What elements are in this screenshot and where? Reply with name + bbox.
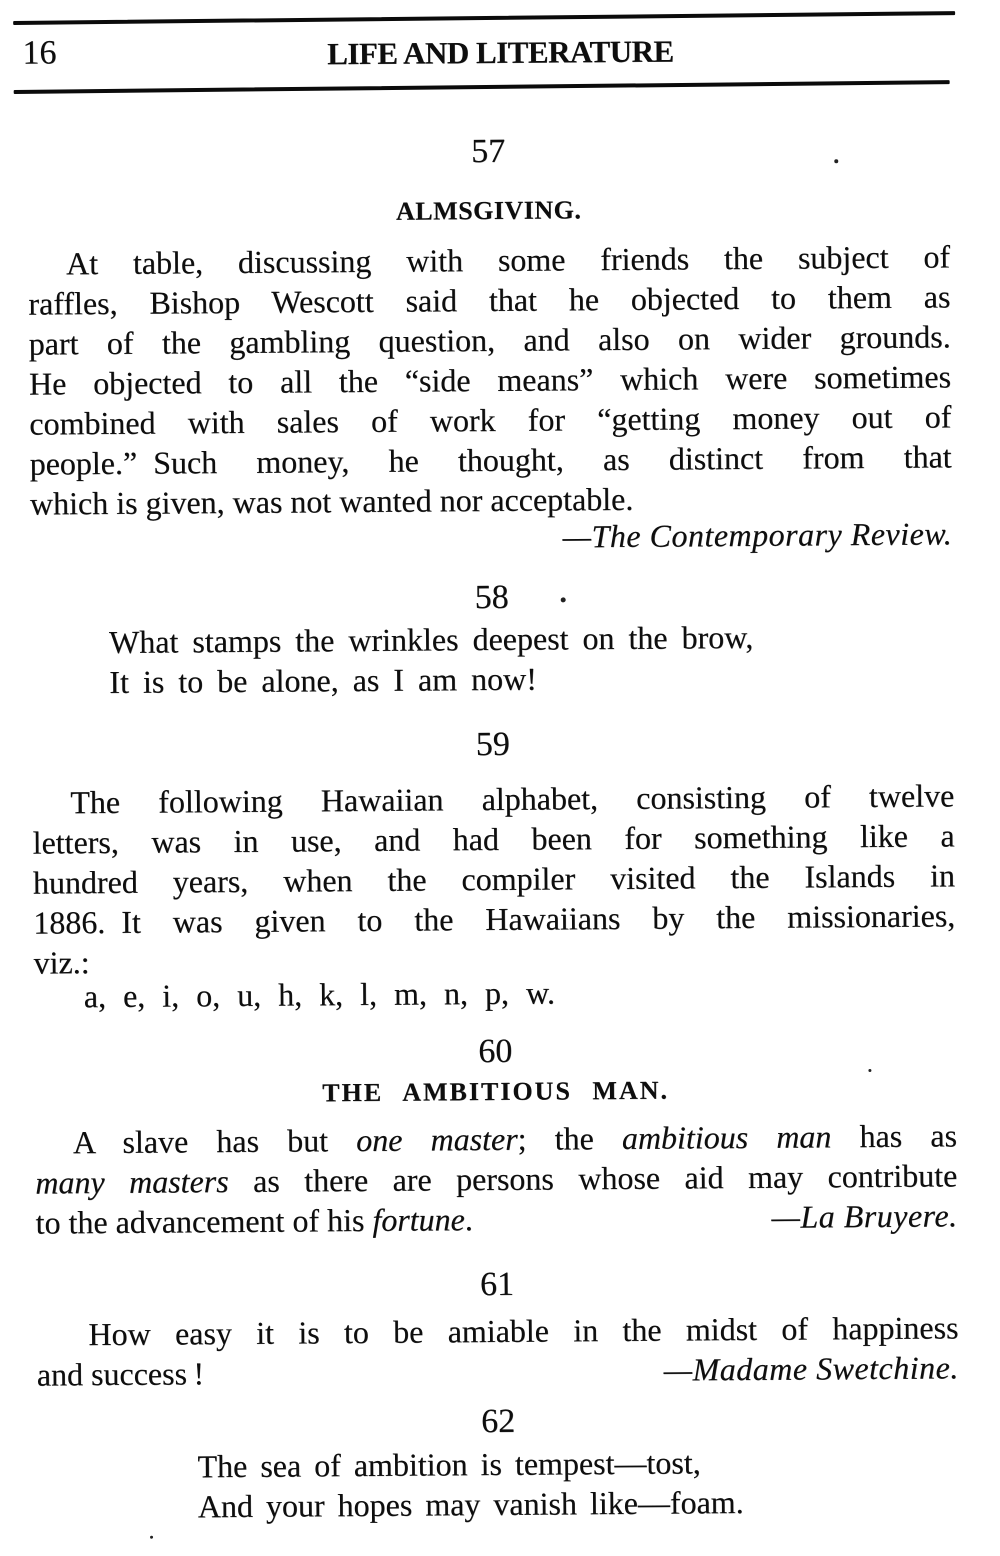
section-58-verse [31, 615, 1000, 703]
section-59-paragraph [32, 775, 956, 982]
paragraph-line [35, 1155, 957, 1202]
paragraph-line: part of the gambling question, and also on wider grounds. [28, 318, 951, 362]
scan-speck [868, 1069, 871, 1072]
text: as there are persons whose aid may contribute [228, 1157, 958, 1200]
paragraph-line: viz.: [33, 944, 90, 981]
scan-speck [561, 597, 566, 602]
text: ; the [517, 1119, 623, 1157]
paragraph-line: which is given, was not wanted nor acceptable. [29, 480, 634, 522]
page-number: 16 [22, 34, 57, 72]
paragraph-line: 1886. It was given to the Hawaiians by the missionaries, [33, 897, 956, 941]
scan-speck [834, 159, 838, 163]
paragraph-line: raffles, Bishop Wescott said that he objected to them as [28, 278, 951, 322]
section-59-number: 59 [475, 725, 510, 764]
paragraph-line-text: and success ! [36, 1355, 205, 1393]
section-57-attribution-line [30, 513, 968, 560]
italic-text: one master [356, 1120, 518, 1159]
text: A slave has but [72, 1122, 357, 1161]
paragraph-line: letters, was in use, and had been for something like a [32, 817, 955, 861]
section-62-number: 62 [481, 1402, 516, 1441]
attribution: —The Contemporary Review. [562, 515, 953, 555]
italic-text: fortune [372, 1201, 465, 1238]
italic-text: many masters [35, 1163, 229, 1201]
alphabet-line: a, e, i, o, u, h, k, l, m, n, p, w. [83, 974, 556, 1015]
paragraph-line: At table, discussing with some friends the subject of [65, 238, 951, 282]
section-57-paragraph [28, 236, 952, 523]
verse-line: The sea of ambition is tempest—tost, [197, 1444, 701, 1485]
section-60-heading: THE AMBITIOUS MAN. [322, 1075, 670, 1108]
scan-speck [150, 1536, 153, 1539]
paragraph-line: The following Hawaiian alphabet, consisting of twelve [70, 777, 955, 821]
top-rule [13, 11, 955, 25]
paragraph-line: How easy it is to be amiable in the midst of happiness [88, 1309, 959, 1353]
text: has as [831, 1117, 958, 1155]
section-60-number: 60 [478, 1032, 513, 1071]
paragraph-line [37, 1347, 959, 1394]
attribution: —Madame Swetchine. [663, 1349, 959, 1388]
section-57-heading: ALMSGIVING. [395, 195, 582, 226]
running-title: LIFE AND LITERATURE [327, 33, 674, 72]
paragraph-line: combined with sales of work for “getting money out of [29, 398, 952, 442]
verse-line: It is to be alone, as I am now! [109, 660, 537, 700]
verse-line: What stamps the wrinkles deepest on the brow, [108, 618, 754, 660]
section-58-number: 58 [474, 578, 509, 617]
bottom-rule [14, 80, 950, 94]
paragraph-line [35, 1195, 957, 1242]
section-61-paragraph [36, 1307, 959, 1394]
attribution: —La Bruyere. [771, 1197, 958, 1235]
italic-text: ambitious man [621, 1118, 832, 1156]
paragraph-line: hundred years, when the compiler visited the Islands in [32, 857, 956, 901]
paragraph-line-text [35, 1201, 472, 1240]
verse-line: And your hopes may vanish like—foam. [197, 1484, 744, 1525]
text: to the advancement of his [35, 1201, 373, 1241]
paragraph-line: He objected to all the “side means” which were sometimes [28, 358, 952, 402]
section-61-number: 61 [479, 1265, 515, 1304]
paragraph-line: people.” Such money, he thought, as distinct from that [29, 438, 952, 482]
section-62-verse [37, 1439, 1000, 1527]
section-59-alphabet-block [34, 969, 956, 1016]
section-60-paragraph [35, 1115, 958, 1242]
running-head [0, 26, 1000, 80]
text: . [464, 1201, 473, 1238]
section-57-number: 57 [471, 132, 506, 171]
